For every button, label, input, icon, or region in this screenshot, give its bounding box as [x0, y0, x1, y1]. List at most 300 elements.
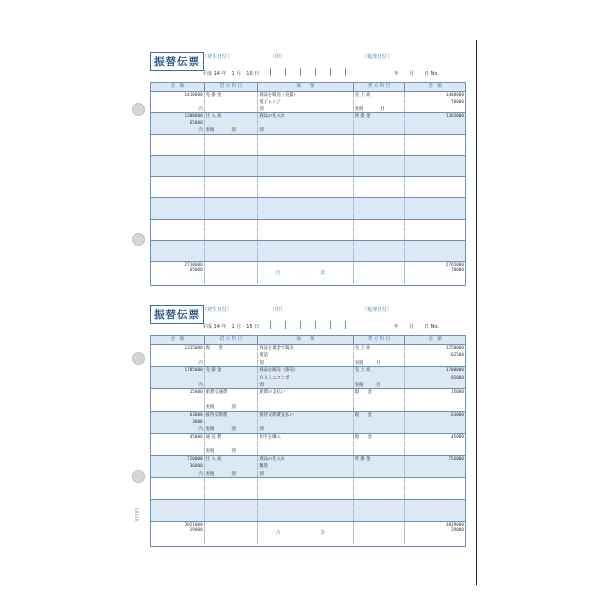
debit-amount-cell [151, 441, 205, 447]
debit-amount-cell: 65000 [151, 120, 205, 126]
credit-account-cell [354, 184, 406, 190]
punch-hole [132, 352, 145, 365]
total-label: 合 計 [258, 522, 353, 544]
table-row [151, 367, 465, 374]
debit-account-cell [205, 255, 259, 261]
debit-amount-cell [151, 478, 205, 484]
credit-account-cell [354, 149, 406, 155]
debit-account-cell: 実税 別 [205, 471, 259, 477]
seal-boxes [270, 68, 346, 76]
table-row [151, 412, 465, 419]
debit-account-cell [205, 156, 259, 162]
memo-cell [258, 156, 353, 162]
memo-cell [258, 493, 353, 499]
total-credit-tax: 70000 [451, 268, 464, 274]
debit-account-cell [205, 241, 259, 247]
debit-account-cell [205, 220, 259, 226]
table-row [151, 448, 465, 455]
memo-cell [258, 248, 353, 254]
debit-amount-cell [151, 198, 205, 204]
memo-cell [258, 241, 353, 247]
table-row [151, 500, 465, 507]
credit-account-cell [354, 248, 406, 254]
debit-account-cell [205, 149, 259, 155]
debit-amount-cell: 内 [151, 426, 205, 432]
credit-account-cell [354, 508, 406, 514]
memo-cell: 電子レンジ [258, 99, 353, 105]
debit-amount-cell [151, 375, 205, 381]
memo-cell: 電話 [258, 352, 353, 358]
memo-cell [258, 508, 353, 514]
debit-account-cell [205, 478, 259, 484]
credit-account-cell [354, 234, 406, 240]
debit-amount-cell [151, 241, 205, 247]
table-row [151, 206, 465, 213]
debit-account-cell [205, 191, 259, 197]
memo-cell: 商品を現金で販売 [258, 345, 353, 351]
table-row [151, 142, 465, 149]
table-row [151, 92, 465, 99]
credit-amount-cell [405, 419, 465, 425]
credit-amount-cell [405, 360, 465, 366]
memo-cell [258, 163, 353, 169]
credit-account-cell: 売 上 高 [354, 345, 406, 351]
debit-account-cell: 売 掛 金 [205, 92, 259, 98]
credit-amount-cell [405, 234, 465, 240]
credit-account-cell: 実税 目 [354, 382, 406, 388]
header-memo: 摘 要 [258, 83, 353, 91]
memo-cell: 別 [258, 127, 353, 133]
debit-account-cell [205, 397, 259, 403]
edge-line [476, 40, 477, 585]
credit-amount-cell [405, 255, 465, 261]
credit-amount-cell: 756000 [448, 456, 464, 462]
credit-amount-cell [405, 106, 465, 112]
credit-amount-cell [405, 149, 465, 155]
debit-amount-cell [151, 493, 205, 499]
total-label: 合 計 [258, 262, 353, 284]
table-row [151, 434, 465, 441]
memo-cell: 別 [258, 360, 353, 366]
memo-cell: ＯＡミニコンポ [258, 375, 353, 381]
table-row [151, 382, 465, 389]
memo-cell [258, 191, 353, 197]
table-row [151, 191, 465, 198]
total-credit-tax: 29000 [451, 528, 464, 534]
memo-cell [258, 485, 353, 491]
memo-cell [258, 419, 353, 425]
table-row [151, 463, 465, 470]
credit-account-cell [354, 135, 406, 141]
credit-amount-cell [405, 184, 465, 190]
memo-cell [258, 170, 353, 176]
journal-table [150, 335, 466, 547]
debit-amount-cell [151, 213, 205, 219]
table-row [151, 106, 465, 113]
punch-hole [132, 470, 145, 483]
credit-account-cell [354, 397, 406, 403]
credit-amount-cell: 85000 [451, 375, 464, 381]
debit-amount-cell [151, 248, 205, 254]
debit-amount-cell [151, 142, 205, 148]
credit-amount-cell [405, 397, 465, 403]
header-memo: 摘 要 [258, 336, 353, 344]
credit-amount-cell [405, 163, 465, 169]
memo-cell: 別 [258, 471, 353, 477]
memo-cell: 商品を販売（掛売） [258, 367, 353, 373]
credit-account-cell [354, 227, 406, 233]
credit-account-cell: 現 金 [354, 434, 406, 440]
debit-account-cell [205, 352, 259, 358]
journal-table [150, 82, 466, 286]
debit-amount-cell [151, 191, 205, 197]
credit-amount-cell [405, 382, 465, 388]
debit-account-cell [205, 493, 259, 499]
memo-cell [258, 213, 353, 219]
debit-account-cell [205, 135, 259, 141]
credit-account-cell [354, 99, 406, 105]
issue-date: 平成 14 年 1 月 15 日 [202, 324, 260, 330]
memo-cell [258, 500, 353, 506]
credit-account-cell [354, 426, 406, 432]
memo-cell [258, 404, 353, 410]
credit-account-cell [354, 206, 406, 212]
table-row [151, 515, 465, 522]
memo-cell [258, 177, 353, 183]
credit-amount-cell [405, 508, 465, 514]
punch-hole [132, 233, 145, 246]
table-row [151, 241, 465, 248]
header-credit-account: 貸 方 科 目 [354, 336, 406, 344]
debit-account-cell [205, 508, 259, 514]
credit-account-cell [354, 463, 406, 469]
debit-amount-cell [151, 397, 205, 403]
credit-account-cell [354, 163, 406, 169]
debit-amount-cell: 1410000 [151, 92, 205, 98]
debit-account-cell: 実税 別 [205, 448, 259, 454]
credit-amount-cell: 45000 [451, 434, 464, 440]
debit-account-cell [205, 184, 259, 190]
credit-amount-cell: 15000 [451, 390, 464, 396]
seal-label: （印） [270, 307, 286, 313]
table-header [151, 83, 465, 92]
table-row [151, 184, 465, 191]
debit-account-cell: 接待交際費 [205, 412, 259, 418]
total-row [151, 522, 465, 544]
credit-amount-cell [405, 478, 465, 484]
table-row [151, 471, 465, 478]
credit-amount-cell: 1365000 [445, 114, 464, 120]
memo-cell: 別 [258, 106, 353, 112]
debit-account-cell [205, 142, 259, 148]
credit-account-cell [354, 448, 406, 454]
table-row [151, 170, 465, 177]
memo-cell: 旅費の支払い [258, 389, 353, 395]
credit-account-cell: 買 掛 金 [354, 456, 406, 462]
debit-amount-cell [151, 177, 205, 183]
debit-amount-cell [151, 163, 205, 169]
credit-account-cell: 実税 目 [354, 360, 406, 366]
debit-account-cell [205, 213, 259, 219]
credit-amount-cell [405, 191, 465, 197]
side-code: SA318 [134, 508, 139, 521]
table-row [151, 419, 465, 426]
table-row [151, 120, 465, 127]
debit-amount-cell [151, 220, 205, 226]
memo-cell [258, 515, 353, 521]
memo-cell: 切手を購入 [258, 434, 353, 440]
credit-amount-cell [405, 241, 465, 247]
debit-amount-cell [151, 500, 205, 506]
credit-account-cell [354, 177, 406, 183]
total-credit: 2765000 [445, 263, 464, 269]
debit-account-cell: 実税 別 [205, 426, 259, 432]
credit-account-cell [354, 375, 406, 381]
credit-amount-cell [405, 404, 465, 410]
credit-amount-cell [405, 127, 465, 133]
credit-account-cell [354, 515, 406, 521]
debit-amount-cell [151, 448, 205, 454]
credit-account-cell [354, 241, 406, 247]
table-row [151, 156, 465, 163]
header-debit-account: 借 方 科 目 [205, 336, 259, 344]
table-row [151, 177, 465, 184]
memo-cell [258, 206, 353, 212]
memo-cell: 別 [258, 382, 353, 388]
debit-account-cell [205, 106, 259, 112]
credit-amount-cell [405, 220, 465, 226]
header-debit-amount: 金 額 [151, 336, 205, 344]
credit-account-cell [354, 120, 406, 126]
debit-account-cell [205, 419, 259, 425]
debit-amount-cell: 1785000 [151, 367, 205, 373]
credit-amount-cell [405, 227, 465, 233]
credit-account-cell [354, 485, 406, 491]
credit-account-cell [354, 441, 406, 447]
debit-amount-cell: 45000 [151, 434, 205, 440]
memo-cell [258, 234, 353, 240]
debit-account-cell: 実税 別 [205, 404, 259, 410]
debit-amount-cell [151, 156, 205, 162]
debit-account-cell [205, 375, 259, 381]
memo-cell [258, 255, 353, 261]
credit-account-cell [354, 255, 406, 261]
credit-amount-cell: 1700000 [445, 368, 464, 374]
header-debit-account: 借 方 科 目 [205, 83, 259, 91]
debit-account-cell [205, 500, 259, 506]
credit-account-cell [354, 156, 406, 162]
debit-amount-cell: 15000 [151, 389, 205, 395]
credit-account-cell [354, 500, 406, 506]
table-row [151, 508, 465, 515]
credit-amount-cell [405, 515, 465, 521]
credit-amount-cell [405, 177, 465, 183]
memo-cell [258, 135, 353, 141]
total-debit: 3921000 [184, 523, 203, 529]
debit-amount-cell [151, 508, 205, 514]
table-row [151, 220, 465, 227]
credit-amount-cell: 1250000 [445, 346, 464, 351]
debit-amount-cell: 内 [151, 471, 205, 477]
credit-account-cell: 売 上 高 [354, 367, 406, 373]
debit-account-cell [205, 485, 259, 491]
processing-date: 年 月 日 No. [394, 324, 439, 330]
header-credit-amount: 金 額 [428, 337, 442, 342]
total-debit-tax: 65000 [189, 268, 203, 274]
voucher-title: 振替伝票 [150, 52, 204, 71]
debit-amount-cell: 1315000 [151, 345, 205, 351]
seal-boxes [270, 321, 346, 329]
debit-amount-cell: 63000 [151, 412, 205, 418]
credit-account-cell [354, 404, 406, 410]
issue-date-label: （発生日付） [202, 54, 233, 60]
credit-amount-cell [405, 206, 465, 212]
table-row [151, 485, 465, 492]
credit-account-cell [354, 220, 406, 226]
table-row [151, 255, 465, 262]
table-row [151, 456, 465, 463]
debit-amount-cell [151, 234, 205, 240]
debit-account-cell [205, 441, 259, 447]
memo-cell [258, 397, 353, 403]
header-debit-amount: 金 額 [151, 83, 205, 91]
debit-amount-cell [151, 135, 205, 141]
table-row [151, 149, 465, 156]
debit-account-cell: 通 信 費 [205, 434, 259, 440]
debit-account-cell [205, 177, 259, 183]
credit-amount-cell [405, 120, 465, 126]
memo-cell: 別 [258, 426, 353, 432]
memo-cell: 雑貨 [258, 463, 353, 469]
table-row [151, 234, 465, 241]
debit-account-cell [205, 99, 259, 105]
table-header [151, 336, 465, 345]
table-row [151, 248, 465, 255]
table-row [151, 352, 465, 359]
credit-amount-cell [405, 156, 465, 162]
debit-account-cell: 旅費交通費 [205, 389, 259, 395]
credit-account-cell: 現 金 [354, 389, 406, 395]
credit-account-cell [354, 478, 406, 484]
debit-amount-cell [151, 255, 205, 261]
debit-amount-cell: 内 [151, 106, 205, 112]
credit-amount-cell [405, 426, 465, 432]
memo-cell [258, 220, 353, 226]
credit-account-cell: 売 上 高 [354, 92, 406, 98]
debit-amount-cell: 36000 [151, 463, 205, 469]
credit-account-cell: 実税 目 [354, 106, 406, 112]
debit-amount-cell [151, 184, 205, 190]
issue-date-label: （発生日付） [202, 307, 233, 313]
credit-amount-cell [405, 198, 465, 204]
debit-account-cell [205, 227, 259, 233]
debit-account-cell [205, 120, 259, 126]
debit-amount-cell: 3000 [151, 419, 205, 425]
table-row [151, 397, 465, 404]
memo-cell [258, 227, 353, 233]
total-debit-tax: 29000 [189, 528, 203, 534]
debit-amount-cell: 内 [151, 360, 205, 366]
memo-cell [258, 184, 353, 190]
table-row [151, 375, 465, 382]
memo-cell: 接待交際費支払い [258, 412, 353, 418]
memo-cell [258, 441, 353, 447]
debit-amount-cell: 内 [151, 382, 205, 388]
header-credit-amount: 金 額 [428, 84, 442, 89]
table-row [151, 198, 465, 205]
debit-account-cell [205, 515, 259, 521]
table-row [151, 135, 465, 142]
table-row [151, 404, 465, 411]
memo-cell [258, 478, 353, 484]
table-row [151, 493, 465, 500]
total-credit: 3829000 [445, 523, 464, 529]
total-debit: 2710000 [184, 263, 203, 269]
credit-account-cell [354, 471, 406, 477]
credit-amount-cell [405, 142, 465, 148]
voucher-top [150, 52, 466, 287]
table-row [151, 213, 465, 220]
credit-amount-cell [405, 213, 465, 219]
memo-cell [258, 142, 353, 148]
table-row [151, 360, 465, 367]
credit-amount-cell [405, 493, 465, 499]
table-row [151, 345, 465, 352]
table-row [151, 163, 465, 170]
debit-amount-cell [151, 352, 205, 358]
table-row [151, 441, 465, 448]
debit-account-cell: 実税 別 [205, 127, 259, 133]
credit-amount-cell [405, 471, 465, 477]
credit-account-cell: 買 掛 金 [354, 113, 406, 119]
processing-date-label: （処理日付） [362, 307, 393, 313]
credit-amount-cell [405, 135, 465, 141]
debit-account-cell: 現 金 [205, 345, 259, 351]
debit-amount-cell [151, 149, 205, 155]
credit-account-cell [354, 352, 406, 358]
processing-date: 年 月 日 No. [394, 71, 439, 77]
voucher-title: 振替伝票 [150, 305, 204, 324]
memo-cell [258, 198, 353, 204]
debit-account-cell [205, 198, 259, 204]
debit-amount-cell: 1300000 [151, 113, 205, 119]
table-row [151, 99, 465, 106]
debit-amount-cell [151, 206, 205, 212]
table-row [151, 478, 465, 485]
debit-account-cell [205, 382, 259, 388]
credit-amount-cell: 63000 [451, 412, 464, 418]
debit-account-cell: 仕 入 高 [205, 113, 259, 119]
debit-amount-cell [151, 485, 205, 491]
memo-cell: 商品を販売（売掛） [258, 92, 353, 98]
debit-account-cell [205, 463, 259, 469]
credit-amount-cell [405, 485, 465, 491]
debit-account-cell [205, 206, 259, 212]
debit-amount-cell: 720000 [151, 456, 205, 462]
memo-cell [258, 448, 353, 454]
table-row [151, 113, 465, 120]
debit-account-cell [205, 163, 259, 169]
credit-amount-cell [405, 248, 465, 254]
debit-account-cell [205, 360, 259, 366]
memo-cell [258, 120, 353, 126]
credit-account-cell [354, 191, 406, 197]
debit-amount-cell [151, 404, 205, 410]
credit-amount-cell: 1400000 [445, 93, 464, 98]
debit-amount-cell [151, 227, 205, 233]
seal-label: （印） [270, 54, 286, 60]
table-row [151, 426, 465, 433]
